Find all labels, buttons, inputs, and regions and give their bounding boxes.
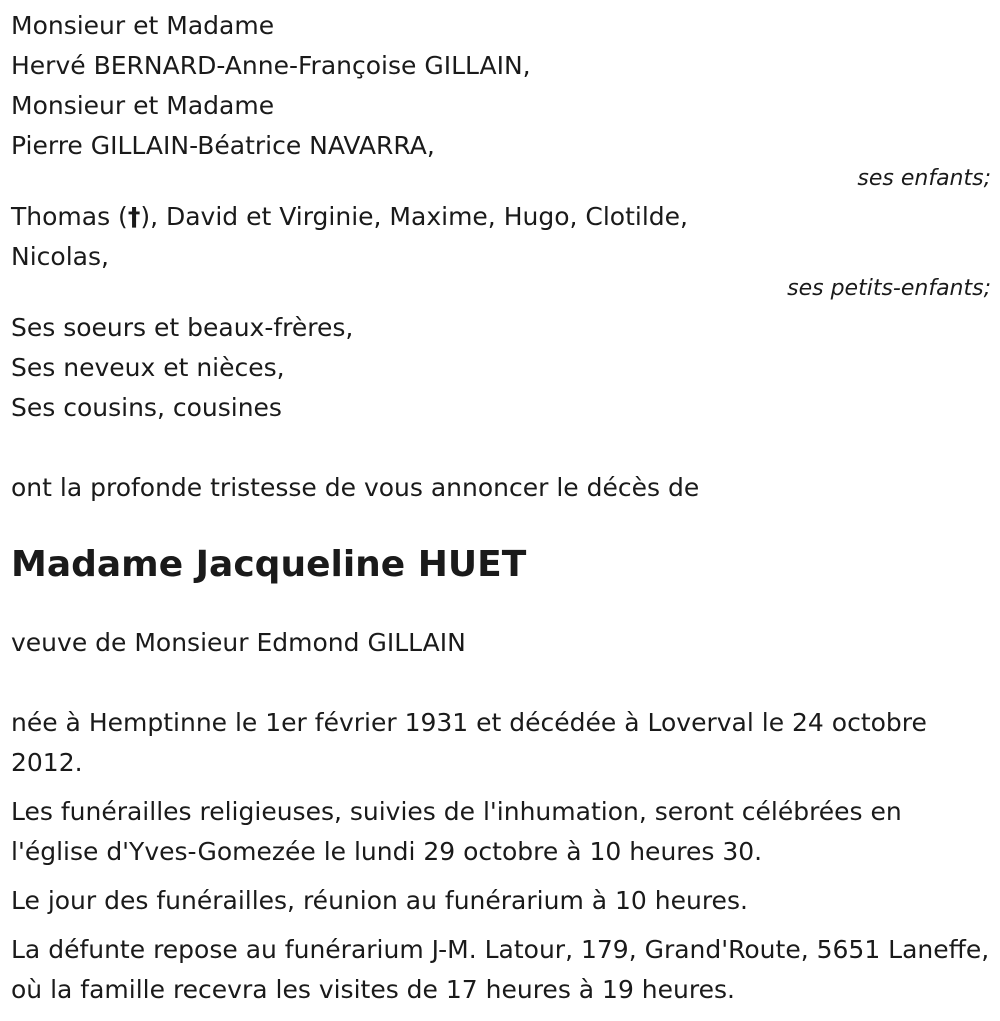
family-line-2: Hervé BERNARD-Anne-Françoise GILLAIN, <box>11 51 531 80</box>
deceased-name: Madame Jacqueline HUET <box>11 544 527 585</box>
relatives-line-2: Ses neveux et nièces, <box>11 353 285 382</box>
grandchildren-line-1 <box>11 197 991 237</box>
family-line-4: Pierre GILLAIN-Béatrice NAVARRA, <box>11 131 435 160</box>
funeral-text: Les funérailles religieuses, suivies de l'inhumation, seront célébrées en l'église d'Yves-Gomezée le lundi 29 octobre à 10 heures 30. <box>11 797 902 866</box>
family-line-1: Monsieur et Madame <box>11 11 275 40</box>
obituary-notice <box>11 6 991 1010</box>
grandchildren-text-start: Thomas ( <box>11 202 128 231</box>
relatives-line-1: Ses soeurs et beaux-frères, <box>11 313 354 342</box>
meeting-text: Le jour des funérailles, réunion au funérarium à 10 heures. <box>11 886 748 915</box>
grandchildren-text-end: ), David et Virginie, Maxime, Hugo, Clotilde, <box>140 202 688 231</box>
grandchildren-note: ses petits-enfants; <box>787 276 991 301</box>
widow-of-text: veuve de Monsieur Edmond GILLAIN <box>11 628 466 657</box>
grandchildren-line-2: Nicolas, <box>11 242 109 271</box>
family-line-3: Monsieur et Madame <box>11 91 275 120</box>
relatives-line-3: Ses cousins, cousines <box>11 393 282 422</box>
cross-icon: † <box>127 202 141 231</box>
children-note: ses enfants; <box>857 166 991 191</box>
visitation-text: La défunte repose au funérarium J-M. Latour, 179, Grand'Route, 5651 Laneffe, où la famille recevra les visites de 17 heures à 19 heures. <box>11 935 990 1004</box>
announcement-text: ont la profonde tristesse de vous annoncer le décès de <box>11 473 700 502</box>
birth-death-text: née à Hemptinne le 1er février 1931 et décédée à Loverval le 24 octobre 2012. <box>11 708 927 777</box>
